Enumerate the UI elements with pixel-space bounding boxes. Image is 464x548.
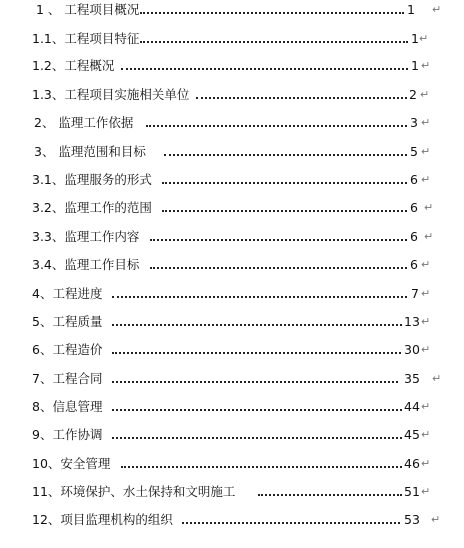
toc-entry[interactable] [0, 397, 464, 417]
toc-entry-title: 5、工程质量 [32, 312, 104, 332]
dot-leader [112, 324, 402, 326]
paragraph-mark-icon: ↵ [421, 315, 431, 328]
dot-leader [162, 210, 407, 212]
paragraph-mark-icon: ↵ [424, 201, 434, 214]
paragraph-mark-icon: ↵ [421, 258, 431, 271]
toc-entry[interactable] [0, 255, 464, 275]
toc-entry-title: 1.2、工程概况 [32, 56, 116, 76]
paragraph-mark-icon: ↵ [419, 32, 429, 45]
toc-entry-title: 7、工程合同 [32, 369, 104, 389]
toc-entry-page: 46 [404, 456, 420, 471]
toc-entry[interactable] [0, 198, 464, 218]
toc-entry[interactable] [0, 29, 464, 49]
toc-entry[interactable] [0, 227, 464, 247]
toc-entry-page: 51 [404, 484, 420, 499]
toc-entry-title: 6、工程造价 [32, 340, 104, 360]
toc-entry[interactable] [0, 56, 464, 76]
toc-entry-title: 3.1、监理服务的形式 [32, 170, 154, 190]
dot-leader [182, 522, 400, 524]
dot-leader [112, 296, 407, 298]
paragraph-mark-icon: ↵ [421, 343, 431, 356]
toc-entry[interactable] [0, 113, 464, 133]
toc-entry-title: 3.3、监理工作内容 [32, 227, 141, 247]
toc-entry-title: 3、 监理范围和目标 [34, 142, 148, 162]
dot-leader [258, 494, 402, 496]
dot-leader [112, 381, 398, 383]
paragraph-mark-icon: ↵ [424, 230, 434, 243]
toc-entry-page: 1 [411, 58, 419, 73]
toc-entry-title: 11、环境保护、水土保持和文明施工 [32, 482, 237, 502]
toc-entry-page: 3 [410, 115, 418, 130]
toc-entry-page: 53 [404, 512, 420, 527]
toc-entry[interactable] [0, 142, 464, 162]
toc-entry-page: 6 [410, 229, 418, 244]
toc-entry-title: 3.2、监理工作的范围 [32, 198, 154, 218]
toc-entry-page: 45 [404, 427, 420, 442]
dot-leader [150, 267, 407, 269]
toc-entry-title: 4、工程进度 [32, 284, 104, 304]
toc-entry[interactable] [0, 510, 464, 530]
dot-leader [112, 409, 402, 411]
paragraph-mark-icon: ↵ [420, 88, 430, 101]
paragraph-mark-icon: ↵ [421, 287, 431, 300]
dot-leader [112, 352, 401, 354]
paragraph-mark-icon: ↵ [421, 485, 431, 498]
dot-leader [162, 182, 407, 184]
toc-entry-page: 1 [407, 2, 415, 17]
toc-entry[interactable] [0, 85, 464, 105]
toc-entry-title: 12、项目监理机构的组织 [32, 510, 175, 530]
dot-leader [164, 154, 407, 156]
paragraph-mark-icon: ↵ [421, 428, 431, 441]
toc-entry-title: 1.1、工程项目特征 [32, 29, 141, 49]
toc-entry[interactable] [0, 369, 464, 389]
toc-entry[interactable] [0, 284, 464, 304]
toc-entry-title: 9、工作协调 [32, 425, 104, 445]
toc-entry-title: 1 、 工程项目概况 [36, 0, 141, 20]
toc-entry-page: 35 [404, 371, 420, 386]
toc-entry-page: 5 [410, 144, 418, 159]
dot-leader [121, 466, 402, 468]
toc-entry[interactable] [0, 340, 464, 360]
paragraph-mark-icon: ↵ [421, 145, 431, 158]
dot-leader [140, 12, 404, 14]
toc-entry[interactable] [0, 312, 464, 332]
paragraph-mark-icon: ↵ [421, 457, 431, 470]
paragraph-mark-icon: ↵ [421, 173, 431, 186]
toc-entry-page: 1 [411, 31, 419, 46]
toc-entry-title: 10、安全管理 [32, 454, 112, 474]
dot-leader [196, 97, 407, 99]
paragraph-mark-icon: ↵ [421, 59, 431, 72]
toc-entry-title: 3.4、监理工作目标 [32, 255, 141, 275]
paragraph-mark-icon: ↵ [432, 372, 442, 385]
toc-entry-page: 6 [410, 172, 418, 187]
toc-entry[interactable] [0, 170, 464, 190]
toc-entry[interactable] [0, 425, 464, 445]
dot-leader [112, 437, 402, 439]
paragraph-mark-icon: ↵ [431, 513, 441, 526]
toc-entry-page: 30 [404, 342, 420, 357]
dot-leader [150, 239, 407, 241]
toc-entry-page: 7 [411, 286, 419, 301]
toc-entry-title: 1.3、工程项目实施相关单位 [32, 85, 191, 105]
toc-entry-page: 2 [409, 87, 417, 102]
dot-leader [140, 41, 408, 43]
dot-leader [121, 68, 408, 70]
toc-entry-page: 6 [410, 200, 418, 215]
toc-entry[interactable] [0, 0, 464, 20]
toc-entry-title: 8、信息管理 [32, 397, 104, 417]
paragraph-mark-icon: ↵ [421, 400, 431, 413]
toc-entry[interactable] [0, 454, 464, 474]
toc-entry-page: 13 [404, 314, 420, 329]
paragraph-mark-icon: ↵ [432, 3, 442, 16]
paragraph-mark-icon: ↵ [421, 116, 431, 129]
dot-leader [146, 125, 407, 127]
toc-entry-page: 6 [410, 257, 418, 272]
toc-entry[interactable] [0, 482, 464, 502]
toc-entry-page: 44 [404, 399, 420, 414]
toc-entry-title: 2、 监理工作依据 [34, 113, 135, 133]
